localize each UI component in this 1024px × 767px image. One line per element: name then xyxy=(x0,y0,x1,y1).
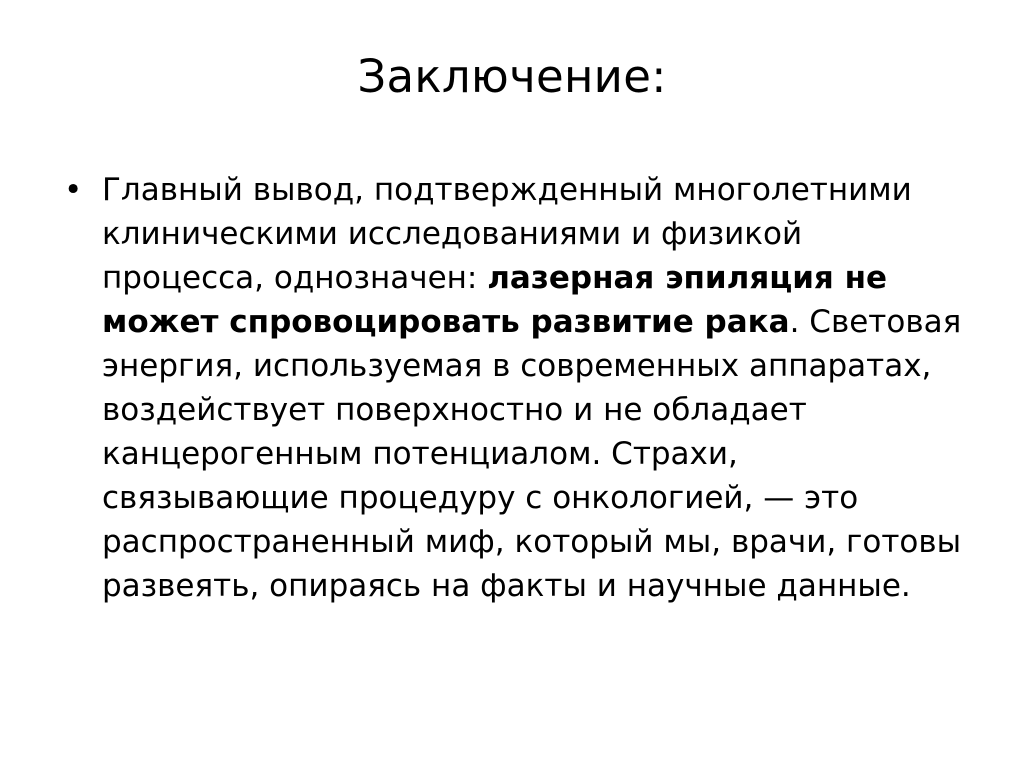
bullet-icon: • xyxy=(64,172,83,208)
page-title: Заключение: xyxy=(357,50,667,103)
slide-body xyxy=(56,168,974,608)
list-item xyxy=(56,168,974,608)
plain-text: Главный вывод, подтвержденный многолетними клиническими исследованиями и физикой процесса, однозначен: xyxy=(102,172,912,296)
list-item-text xyxy=(102,168,962,608)
plain-text: . Световая энергия, используемая в современных аппаратах, воздействует поверхностно и не обладает канцерогенным потенциалом. Страхи, связывающие процедуру с онкологией, — это распространенный миф, который мы, врачи, готовы развеять, опираясь на факты и научные данные. xyxy=(102,304,962,604)
emphasis-text: лазерная эпиляция не может спровоцировать развитие рака xyxy=(102,260,888,340)
